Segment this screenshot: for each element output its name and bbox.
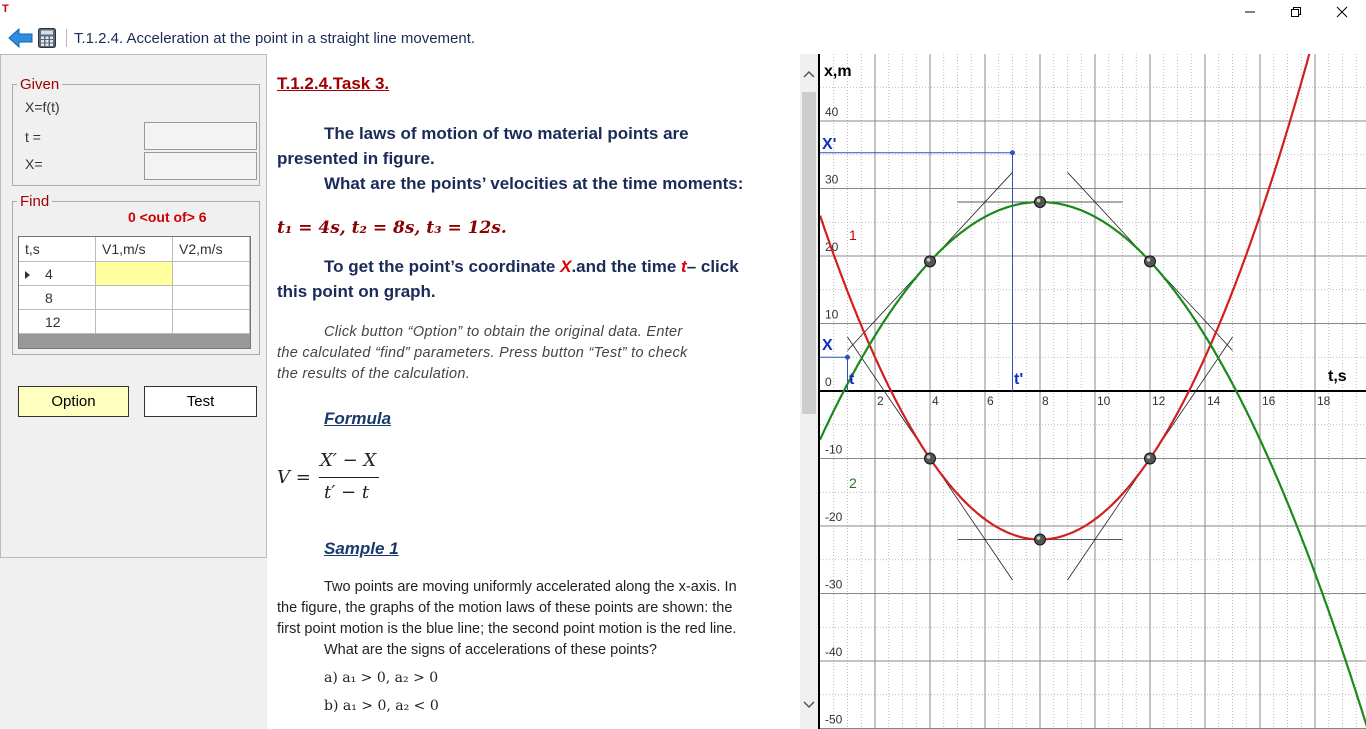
y-tick-label: 10 [825, 307, 839, 322]
scroll-down-button[interactable] [800, 697, 818, 713]
y-tick-label: 20 [825, 240, 839, 254]
table-cell-t: 4 [19, 262, 96, 286]
curve-point [1035, 197, 1046, 208]
row-marker-icon [25, 271, 30, 279]
instruction-text-a: To get the point’s coordinate [324, 257, 561, 276]
t-label: t [849, 371, 855, 388]
curve-point [1145, 453, 1156, 464]
chevron-up-icon [803, 70, 815, 78]
x-tick-label: 14 [1207, 394, 1221, 408]
close-button[interactable] [1319, 0, 1365, 24]
answers-counter: 0 <out of> 6 [128, 209, 207, 225]
instruction-x: X [560, 257, 572, 276]
restore-icon [1290, 6, 1302, 18]
v2-input-row1[interactable] [173, 262, 250, 286]
note-line-1: Click button “Option” to obtain the original data. Enter [324, 324, 683, 340]
x-tick-labels [877, 394, 1331, 408]
sample-line-1: Two points are moving uniformly accelerated along the x-axis. In [324, 579, 737, 595]
y-tick-label: -40 [825, 645, 843, 659]
x-tick-label: 2 [877, 394, 884, 408]
find-legend: Find [20, 193, 50, 210]
instruction-line-2: this point on graph. [277, 282, 436, 301]
v1-input-row2[interactable] [96, 286, 173, 310]
formula-fraction-bar [319, 477, 379, 478]
x-axis-label: t,s [1328, 368, 1347, 385]
title-bar [0, 0, 1366, 24]
formula-lhs: V = [277, 467, 311, 488]
close-icon [1336, 6, 1348, 18]
test-button[interactable]: Test [144, 386, 257, 417]
x-tick-label: 8 [1042, 394, 1049, 408]
x-value-field [144, 152, 257, 180]
header-separator [66, 29, 67, 47]
y-tick-label: -50 [825, 712, 843, 727]
curve-point-highlight [1037, 536, 1041, 540]
page-title: T.1.2.4. Acceleration at the point in a straight line movement. [74, 30, 476, 47]
content-scrollbar[interactable] [800, 54, 818, 729]
column-header-t: t,s [19, 237, 96, 262]
y-tick-label: 40 [825, 105, 839, 119]
column-header-v2: V2,m/s [173, 237, 250, 262]
back-arrow-icon[interactable] [8, 27, 34, 49]
v1-input-row3[interactable] [96, 310, 173, 334]
curve-point-highlight [927, 258, 931, 262]
instruction-text-c: – click [686, 257, 739, 276]
x-tick-label: 10 [1097, 394, 1111, 408]
curve-2-label: 2 [849, 475, 857, 491]
given-equation: X=f(t) [25, 99, 60, 115]
find-table [18, 236, 251, 349]
minimize-icon [1244, 6, 1256, 18]
given-legend: Given [20, 76, 60, 93]
x-tick-label: 4 [932, 394, 939, 408]
y-tick-label: -10 [825, 442, 843, 457]
curve-point [925, 256, 936, 267]
task-title: T.1.2.4.Task 3. [277, 74, 390, 93]
table-cell-t: 8 [19, 286, 96, 310]
curve-point [1145, 256, 1156, 267]
v1-input-row1[interactable] [96, 262, 173, 286]
instruction-t: t [681, 257, 687, 276]
time-moments: t₁ = 4s, t₂ = 8s, t₃ = 12s. [277, 218, 507, 238]
x-label: X= [25, 156, 43, 172]
scroll-thumb[interactable] [802, 92, 816, 414]
t-value-field [144, 122, 257, 150]
formula-denominator: t′ − t [324, 482, 370, 503]
curve-point-highlight [927, 455, 931, 459]
v2-input-row2[interactable] [173, 286, 250, 310]
minimize-button[interactable] [1227, 0, 1273, 24]
formula-numerator: X′ − X [320, 450, 377, 471]
curve-point-highlight [1147, 455, 1151, 459]
x-tick-label: 16 [1262, 394, 1276, 408]
graph-canvas[interactable] [820, 54, 1366, 729]
sample-line-4: What are the signs of accelerations of these points? [324, 642, 657, 658]
y-tick-label: -30 [825, 577, 843, 592]
app-logo-icon: T [2, 3, 9, 15]
curve-point [925, 453, 936, 464]
note-line-3: the results of the calculation. [277, 366, 471, 382]
curve-point [1035, 534, 1046, 545]
sample-line-2: the figure, the graphs of the motion laws of these points are shown: the [277, 600, 733, 616]
curve-1-label: 1 [849, 227, 857, 243]
motion-graph[interactable] [818, 54, 1366, 729]
y-axis-label: x,m [824, 63, 852, 80]
sample-line-3: first point motion is the blue line; the second point motion is the red line. [277, 621, 737, 637]
y-tick-label: -20 [825, 510, 843, 524]
x-prime-label: X' [822, 136, 837, 153]
question-line-1: The laws of motion of two material points are [324, 124, 689, 143]
marker-point [1010, 150, 1015, 155]
task-content [267, 54, 800, 729]
restore-button[interactable] [1273, 0, 1319, 24]
sample-title: Sample 1 [324, 539, 399, 558]
table-cell-t: 12 [19, 310, 96, 334]
formula-title: Formula [324, 409, 392, 428]
t-label: t = [25, 129, 41, 145]
answer-option-b[interactable]: b) a₁ > 0, a₂ < 0 [324, 698, 439, 714]
instruction-text-b: .and the time [571, 257, 682, 276]
curve-point-highlight [1147, 258, 1151, 262]
column-header-v1: V1,m/s [96, 237, 173, 262]
chevron-down-icon [803, 701, 815, 709]
note-line-2: the calculated “find” parameters. Press button “Test” to check [277, 345, 688, 361]
x-label: X [822, 337, 833, 354]
instruction-line-1 [324, 257, 739, 277]
x-tick-label: 18 [1317, 394, 1331, 408]
y-tick-label: 30 [825, 172, 839, 187]
question-line-3: What are the points’ velocities at the time moments: [324, 174, 744, 193]
y-tick-label: 0 [825, 375, 832, 389]
v2-input-row3[interactable] [173, 310, 250, 334]
motion-curve-2[interactable] [820, 202, 1366, 729]
option-button[interactable]: Option [18, 386, 129, 417]
marker-point [845, 355, 850, 360]
answer-option-a[interactable]: a) a₁ > 0, a₂ > 0 [324, 670, 439, 686]
calculator-icon[interactable] [38, 28, 56, 48]
x-tick-label: 6 [987, 394, 994, 408]
question-line-2: presented in figure. [277, 149, 435, 168]
coordinate-markers [820, 150, 1015, 391]
scroll-up-button[interactable] [800, 66, 818, 82]
t-prime-label: t' [1014, 371, 1024, 388]
curve-point-highlight [1037, 199, 1041, 203]
x-tick-label: 12 [1152, 394, 1166, 408]
